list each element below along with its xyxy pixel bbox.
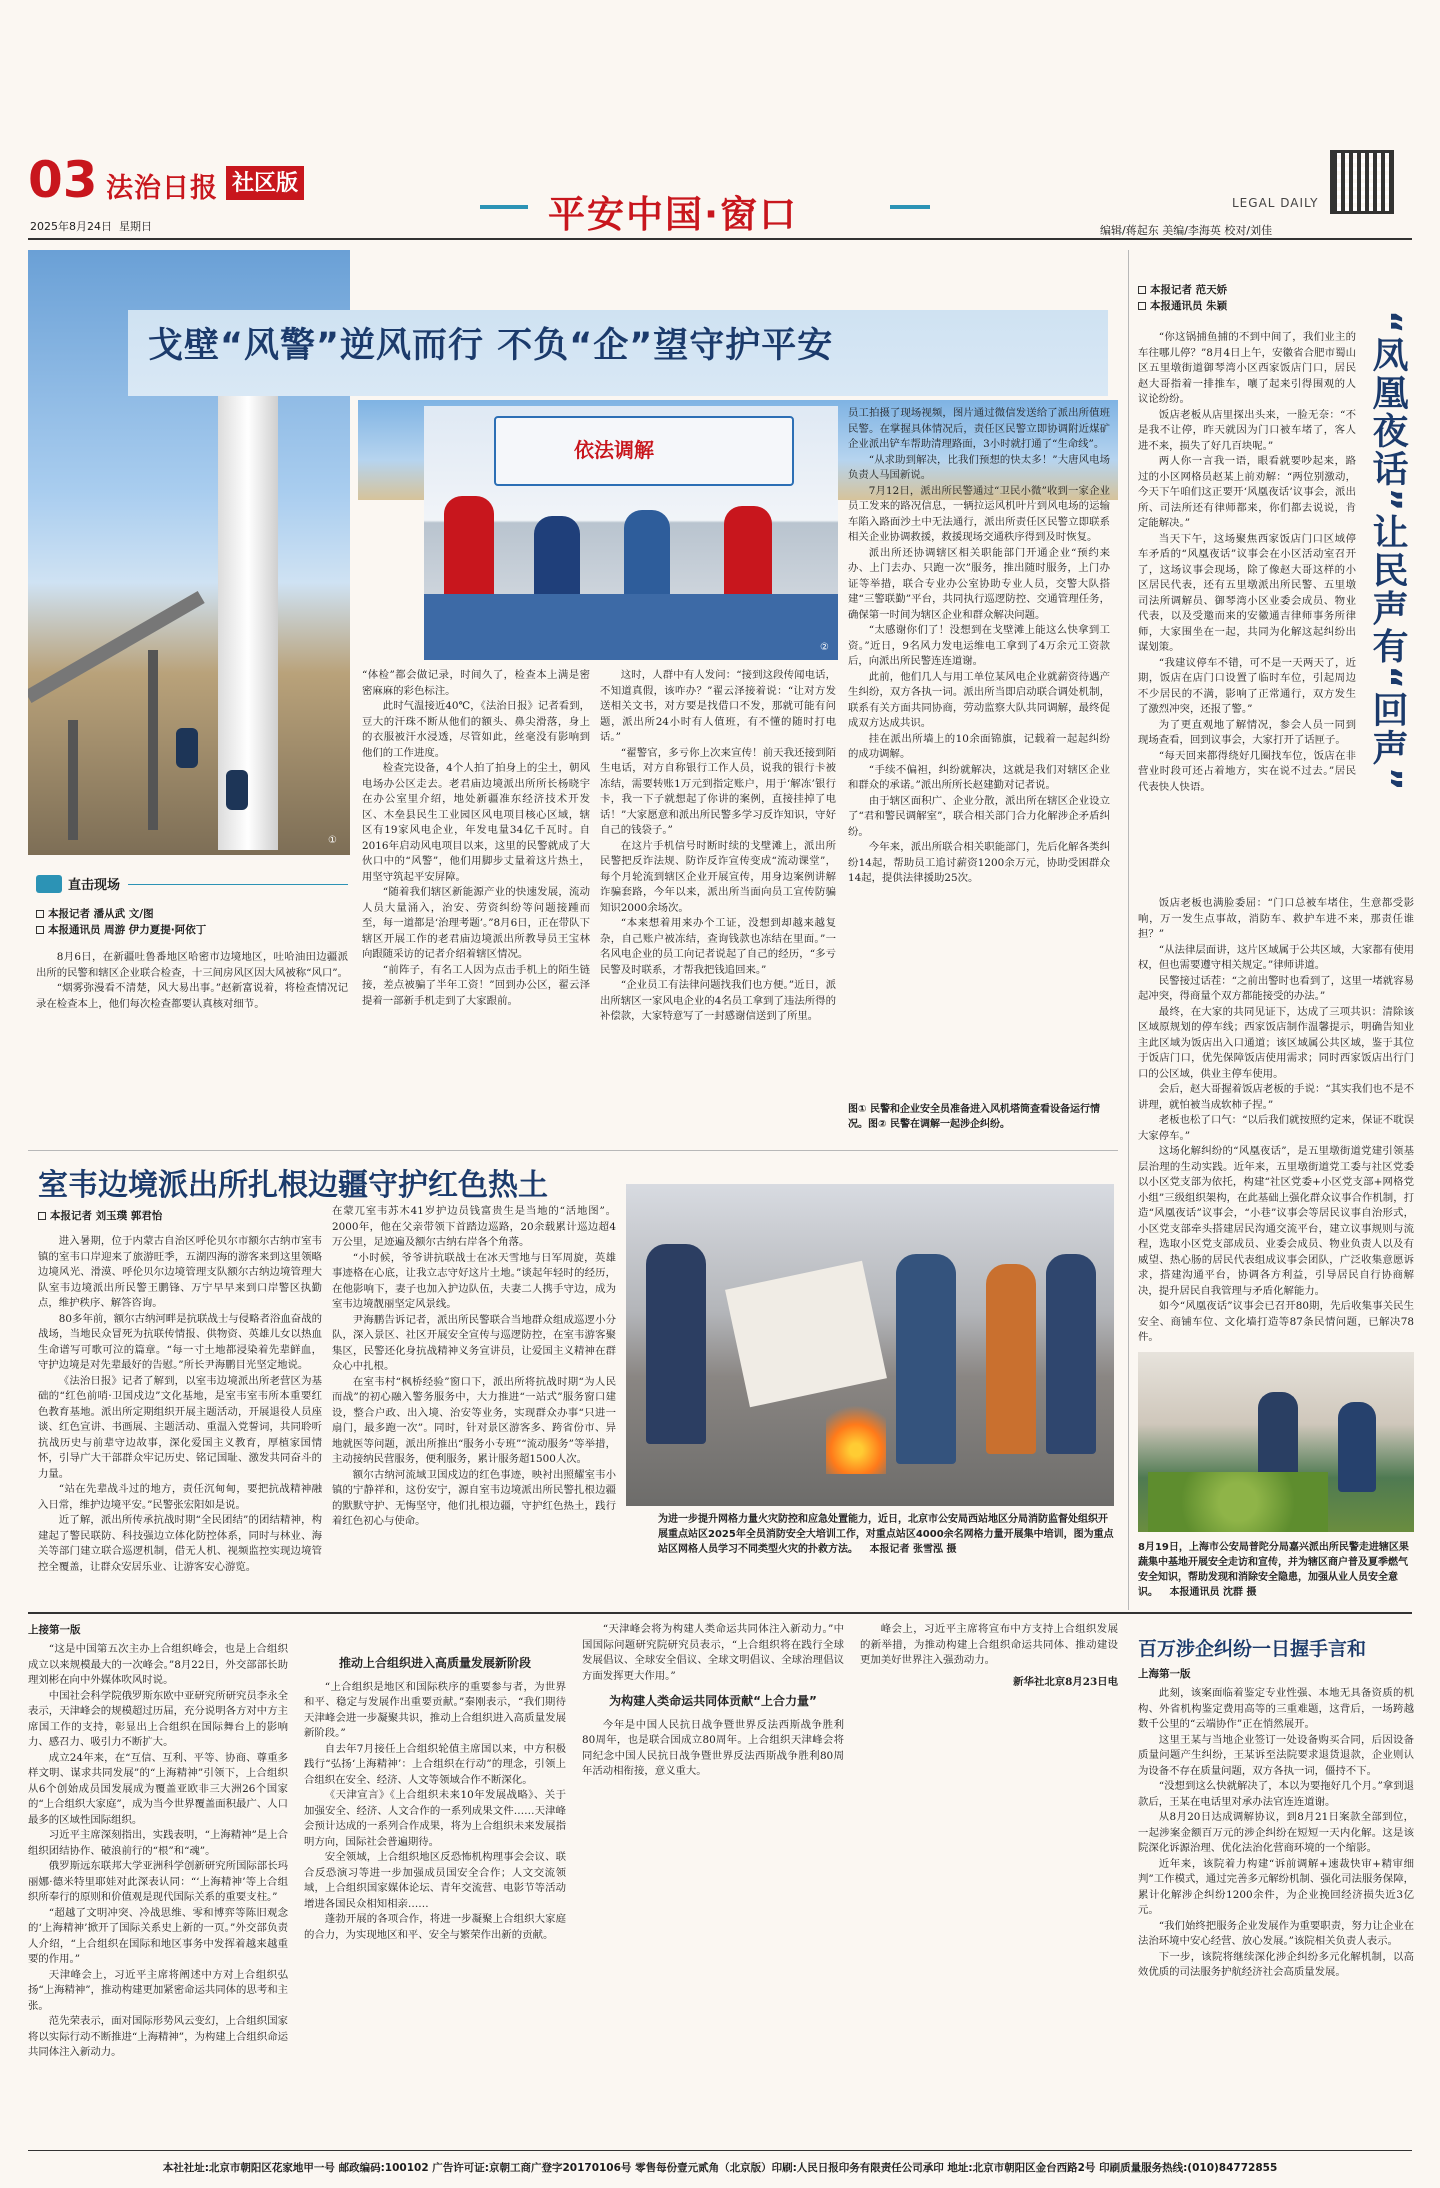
article5-col2: 推动上合组织进入高质量发展新阶段 “上合组织是地区和国际秩序的重要参与者，为世界和平、稳定与发展作出重要贡献。”秦刚表示，“我们期待天津峰会进一步凝聚共识，推动上合组织进入高质量发展新阶段。” 自去年7月接任上合组织轮值主席国以来，中方积极践行“弘扬‘上海精神’：上合组织在行动”的理念，引领上合组织在安全、经济、人文等领域合作不断深化。 《天津宣言》《上合组织未来10年发展战略》、关于加强安全、经济、人文合作的一系列成果文件……天津峰会预计达成的一系列合作成果，将为上合组织未来发展指明方向，国际社会普遍期待。 安全领域，上合组织地区反恐怖机构理事会会议、联合反恐演习等进一步加强成员国安全合作；人文交流领域，上合组织国家媒体论坛、青年交流营、电影节等活动增进各国民众相知相亲…… 蓬勃开展的各项合作，将进一步凝聚上合组织大家庭的合力，为实现地区和平、安全与繁荣作出新的贡献。 <box>304 1656 566 1941</box>
article5-dateline: 新华社北京8月23日电 <box>1013 1675 1118 1688</box>
article-phoenix-talk <box>1138 250 1414 1610</box>
article4-headline: 百万涉企纠纷一日握手言和 <box>1138 1638 1367 1660</box>
article5-col1: “这是中国第五次主办上合组织峰会，也是上合组织成立以来规模最大的一次峰会。”8月22日，外交部部长助理刘彬在向中外媒体吹风时说。 中国社会科学院俄罗斯东欧中亚研究所研究员李永全表示，天津峰会的规模超过历届，充分说明各方对中方主席国工作的支持，彰显出上合组织在国际舞台上的影响力、感召力、吸引力不断扩大。 成立24年来，在“互信、互利、平等、协商、尊重多样文明、谋求共同发展”的“上海精神”引领下，上合组织从6个创始成员国发展成为覆盖亚欧非三大洲26个国家的“上合组织大家庭”，成为当今世界覆盖面积最广、人口最多的区域性国际组织。 习近平主席深刻指出，实践表明，“上海精神”是上合组织团结协作、破浪前行的“根”和“魂”。 俄罗斯远东联邦大学亚洲科学创新研究所国际部长玛丽娜·德米特里耶娃对此深表认同：“‘上海精神’等上合组织所奉行的原则和价值观是现代国际关系的重要支柱。” “超越了文明冲突、冷战思维、零和博弈等陈旧观念的‘上海精神’掀开了国际关系史上新的一页。”外交部负责人介绍，“上合组织在国际和地区事务中发挥着越来越重要的作用。” 天津峰会上，习近平主席将阐述中方对上合组织弘扬“上海精神”，推动构建更加紧密命运共同体的思考和主张。 范先荣表示，面对国际形势风云变幻，上合组织国家将以实际行动不断推进“上海精神”，为构建上合组织命运共同体注入新动力。 <box>28 1643 288 2058</box>
section-divider-right <box>890 205 930 209</box>
legal-daily-label: LEGAL DAILY <box>1232 196 1319 210</box>
article2-caption: 为进一步提升网格力量火灾防控和应急处置能力，近日，北京市公安局西站地区分局消防监督处组织开展重点站区2025年全员消防安全大培训工作，对重点站区4000余名网格力量开展集中培训，图为重点站区网格人员学习不同类型火灾的扑救方法。 本报记者 张雪泓 摄 <box>658 1514 1114 1555</box>
article2-byline: 本报记者 刘玉璞 郭君怡 <box>38 1208 162 1224</box>
paper-name: 法治日报 <box>106 173 218 204</box>
article-gobi-police <box>28 250 1118 1160</box>
photo-fire-drill <box>626 1184 1114 1506</box>
article1-caption: 图① 民警和企业安全员准备进入风机塔筒查看设备运行情况。图② 民警在调解一起涉企纠纷。 <box>848 1104 1100 1130</box>
article3-headline: “凤凰夜话”让民声有“回声” <box>1367 310 1408 793</box>
article1-byline: 本报记者 潘从武 文/图 本报通讯员 周游 伊力夏提·阿依丁 <box>36 906 346 938</box>
masthead <box>0 0 1440 245</box>
article-business-dispute <box>1138 1620 1414 2145</box>
article3-byline: 本报记者 范天娇 本报通讯员 朱颖 <box>1138 282 1227 314</box>
section-divider-left <box>480 205 528 209</box>
article4-byline: 上海第一版 <box>1138 1668 1191 1680</box>
footer-imprint: 本社社址:北京市朝阳区花家地甲一号 邮政编码:100102 广告许可证:京朝工商广登字20170106号 零售每份壹元贰角（北京版）印刷:人民日报印务有限责任公司承印 地址:北京市朝阳区金台西路2号 印刷质量服务热线:(010)84772855 <box>162 2162 1278 2174</box>
edition-badge: 社区版 <box>226 166 304 200</box>
article1-col1: 8月6日，在新疆吐鲁番地区哈密市边境地区，吐哈油田边疆派出所的民警和辖区企业联合检查，十三间房风区因大风被称“风口”。 “烟雾弥漫看不清楚，风大易出事。”赵新富说着，将检查情况记录在检查本上，他们每次检查都要认真核对细节。 <box>36 951 348 1010</box>
section-title: 平安中国·窗口 <box>548 193 799 236</box>
article1-headline: 戈壁“风警”逆风而行 不负“企”望守护平安 <box>148 326 834 366</box>
photo-fruit-market <box>1138 1352 1414 1532</box>
article3-col1: “你这锅捕鱼捕的不到中间了，我们业主的车往哪儿停？”8月4日上午，安徽省合肥市蜀山区五里墩街道御琴湾小区西家饭店门口，居民赵大哥指着一排推车，嚷了起来引得围观的人议论纷纷。 饭店老板从店里探出头来，一脸无奈：“不是我不让停，昨天就因为门口被车堵了，客人进不来，损失了好几百块呢。” 两人你一言我一语，眼看就要吵起来，路过的小区网格员赵某上前劝解：“两位别激动，今天下午咱们这正要开‘风凰夜话’议事会，派出所、司法所还有律师都来，你们都去说说，肯定能解决。” 当天下午，这场聚焦西家饭店门口区域停车矛盾的“风凰夜话”议事会在小区活动室召开了，这场议事会现场，除了像赵大哥这样的小区居民代表，还有五里墩派出所民警、五里墩司法所调解员、御琴湾小区业委会成员、物业代表，以及受邀而来的安徽通吉律师事务所律师，大家围坐在一起，共同为化解这起纠纷出谋划策。 “我建议停车不错，可不是一天两天了，近期，饭店在店门口设置了临时车位，引起周边不少居民的不满，影响了正常通行，双方发生了激烈冲突，还报了警。” 为了更直观地了解情况，参会人员一同到现场查看，回到议事会，大家打开了话匣子。 “每天回来都得绕好几圈找车位，饭店在非营业时段可还占着地方，实在说不过去。”居民代表快人快语。 <box>1138 331 1356 793</box>
issue-date: 2025年8月24日 星期日 <box>30 220 152 233</box>
qr-code-icon[interactable] <box>1330 150 1394 214</box>
article5-subhead-2: 为构建人类命运共同体贡献“上合力量” <box>609 1694 817 1708</box>
editors-line: 编辑/蒋起东 美编/李海英 校对/刘佳 <box>1100 224 1273 237</box>
photo-mediation: 依法调解 ② <box>424 406 838 660</box>
article2-col2: 在蒙兀室韦苏木41岁护边员钱富贵生是当地的“活地图”。2000年，他在父亲带领下首踏边巡路，20余载累计巡边超4万公里，足迹遍及额尔古纳右岸各个角落。 “小时候，爷爷讲抗联战士在冰天雪地与日军周旋，英雄事迹格在心底，让我立志守好这片土地。”谈起年轻时的经历，在他影响下，妻子也加入护边队伍，夫妻二人携手守边，成为室韦边境靓丽坚定风景线。 尹海鹏告诉记者，派出所民警联合当地群众组成巡逻小分队，深入景区、社区开展安全宣传与巡逻防控，在室韦游客聚集区，民警还化身抗战精神义务宣讲员，让爱国主义精神在群众心中扎根。 在室韦村“枫桥经验”窗口下，派出所将抗战时期“为人民而战”的初心融入警务服务中，大力推进“一站式”服务窗口建设，整合户政、出入境、治安等业务，实现群众办事“只进一扇门，最多跑一次”。同时，针对景区游客多、跨省份市、异地就医等问题，派出所推出“服务小专班”“流动服务”等举措，主动接纳民营服务，便利服务，累计服务超1500人次。 额尔古纳河流域卫国戍边的红色事迹，映衬出照耀室韦小镇的宁静祥和，这份安宁，源自室韦边境派出所民警扎根边疆的默默守护、无悔坚守，他们扎根边疆，守护红色热土，践行着红色初心与使命。 <box>332 1205 616 1527</box>
article1-col4: 员工拍摄了现场视频，图片通过微信发送给了派出所值班民警。在掌握具体情况后，责任区民警立即协调附近煤矿企业派出铲车帮助清理路面，3小时就打通了“生命线”。 “从求助到解决，比我们预想的快太多！”大唐风电场负责人马国新说。 7月12日，派出所民警通过“卫民小微”收到一家企业员工发来的路况信息，一辆拉运风机叶片到风电场的运输车陷入路面沙土中无法通行，派出所责任区民警立即联系相关企业协调救援，救援现场交通秩序得到及时恢复。 派出所还协调辖区相关职能部门开通企业“预约来办、上门去办、只跑一次”服务，推出随时服务，上门办证等举措，联合专业办公室协助专业人员，交警大队搭建“三警联勤”平台，共同执行巡逻防控、交通管理任务，确保第一时间为辖区企业和群众解决问题。 “太感谢你们了！没想到在戈壁滩上能这么快拿到工资。”近日，9名风力发电运维电工拿到了4万余元工资款后，向派出所民警连连道谢。 此前，他们几人与用工单位某风电企业就薪资待遇产生纠纷，双方各执一词。派出所当即启动联合调处机制，联系有关方面共同协商，劳动监察大队共同调解，最终促成双方达成共识。 挂在派出所墙上的10余面锦旗，记载着一起起纠纷的成功调解。 “手续不偏袒，纠纷就解决，这就是我们对辖区企业和群众的承诺。”派出所所长赵建勤对记者说。 由于辖区面积广、企业分散，派出所在辖区企业设立了“君和警民调解室”，联合相关部门合力化解涉企矛盾纠纷。 今年来，派出所联合相关职能部门，先后化解各类纠纷14起，帮助员工追讨薪资1200余万元，协助受困群众14起，提供法律援助25次。 <box>848 407 1110 884</box>
photo-wind-turbine: ① <box>28 250 350 855</box>
camera-icon <box>36 875 62 893</box>
article3-caption: 8月19日，上海市公安局普陀分局嘉兴派出所民警走进辖区果蔬集中基地开展安全走访和宣传，并为辖区商户普及夏季燃气安全知识，帮助发现和消除安全隐患，加强从业人员安全意识。 本报通讯员 沈群 摄 <box>1138 1542 1409 1598</box>
article3-col2: 饭店老板也满脸委屈：“门口总被车堵住，生意都受影响，万一发生点事故，消防车、救护车进不来，那责任谁担？” “从法律层面讲，这片区域属于公共区域，大家都有使用权，但也需要遵守相关规定。”律师讲道。 民警接过话茬：“之前出警时也看到了，这里一堵就容易起冲突，得商量个双方都能接受的办法。” 最终，在大家的共同见证下，达成了三项共识：清除该区域原规划的停车线；西家饭店制作温馨提示，明确告知业主此区域为饭店出入口通道；该区域属公共区域，鉴于其位于饭店门口，优先保障饭店使用需求；同时西家饭店出行门口的公区域，供业主停车使用。 会后，赵大哥握着饭店老板的手说：“其实我们也不是不讲理，就怕被当成软柿子捏。” 老板也松了口气：“以后我们就按照约定来，保证不耽误大家停车。” 这场化解纠纷的“风凰夜话”，是五里墩街道党建引领基层治理的生动实践。近年来，五里墩街道党工委与社区党委以小区党支部为依托，构建“社区党委+小区党支部+网格党小组”三级组织架构，在此基础上强化群众议事合作机制，打造“风凰夜话”议事会，“小巷”议事会等居民议事自治形式，小区党支部牵头搭建居民沟通交流平台，建立议事规则与流程，选取小区党支部成员、业委会成员、物业负责人以及有威望、热心肠的居民代表组成议事会团队，广泛收集意愿诉求，搭建沟通平台，协调各方利益，引导居民自行协商解决，提升居民自我管理与矛盾化解能力。 如今“风凰夜话”议事会已召开80期，先后收集事关民生安全、商铺车位、文化墙打造等87条民情问题，已解决78件。 <box>1138 897 1414 1343</box>
article1-col3: 这时，人群中有人发问：“接到这段传闻电话，不知道真假，该咋办？”翟云泽接着说：“让对方发送相关文书，对方要是找借口不发，那就可能有问题，派出所24小时有人值班，有不懂的随时打电话。” “翟警官，多亏你上次来宣传！前天我还接到陌生电话，对方自称银行工作人员，说我的银行卡被冻结，需要转账1万元到指定账户，用于‘解冻’银行卡，我一下子就想起了你讲的案例，直接挂掉了电话！”大家愿意和派出所民警多学习反诈知识，守好自己的钱袋子。” 在这片手机信号时断时续的戈壁滩上，派出所民警把反诈法规、防诈反诈宣传变成“流动课堂”，每个月轮流到辖区企业开展宣传，用身边案例讲解诈骗套路，今年以来，派出所当面向员工宣传防骗知识2000余场次。 “本来想着用来办个工证，没想到却越来越复杂，自己账户被冻结，查询钱款也冻结在里面。”一名风电企业的员工向记者说起了自己的经历，“多亏民警及时联系，才帮我把钱追回来。” “企业员工有法律问题找我们也方便。”近日，派出所辖区一家风电企业的4名员工拿到了违法所得的补偿款，大家特意写了一封感谢信送到了所里。 <box>600 669 836 1022</box>
page-number: 03 <box>28 151 98 209</box>
article2-col1: 进入暑期，位于内蒙古自治区呼伦贝尔市额尔古纳市室韦镇的室韦口岸迎来了旅游旺季，五湖四海的游客来到这里领略边境风光、滑漠、呼伦贝尔边境管理支队额尔古纳边境管理大队室韦边境派出所民警王鹏锋、万宁早早来到口岸警区执勤点，维护秩序、解答咨询。 80多年前，额尔古纳河畔是抗联战士与侵略者浴血奋战的战场，当地民众冒死为抗联传情报、供物资、英雄儿女以热血生命谱写可歌可泣的篇章。“每一寸土地都浸染着先辈鲜血，守护边境是对先辈最好的告慰。”所长尹海鹏目光坚定地说。 《法治日报》记者了解到，以室韦边境派出所老营区为基础的“红色前哨·卫国戍边”文化基地，是室韦室韦所本重要红色教育基地。派出所定期组织开展主题活动，开展退役人员座谈、红色宣讲、书画展、主题活动、重温入党誓词，共同聆听抗战历史与前辈守边故事，深化爱国主义教育，厚植家国情怀，引导广大干部群众牢记历史、铭记国耻、激发共同奋斗的力量。 “站在先辈战斗过的地方，责任沉甸甸，要把抗战精神融入日常，维护边境平安。”民警张宏阳如是说。 近了解，派出所传承抗战时期“全民团结”的团结精神，构建起了警民联防、科技强边立体化防控体系，同时与林业、海关等部门建立联合巡逻机制，借无人机、视频监控实现边境管控全覆盖，让群众安居乐业、让游客安心游览。 <box>38 1235 322 1573</box>
article5-col3: “天津峰会将为构建人类命运共同体注入新动力。”中国国际问题研究院研究员表示，“上合组织将在践行全球发展倡议、全球安全倡议、全球文明倡议、全球治理倡议方面发挥更大作用。” 为构建人类命运共同体贡献“上合力量” 今年是中国人民抗日战争暨世界反法西斯战争胜利80周年，也是联合国成立80周年。上合组织天津峰会将同纪念中国人民抗日战争暨世界反法西斯战争胜利80周年活动相衔接，意义重大。 <box>582 1623 844 1777</box>
article5-byline: 上接第一版 <box>28 1624 81 1636</box>
article1-col2: “体检”都会做记录，时间久了，检查本上满是密密麻麻的彩色标注。 此时气温接近40℃，《法治日报》记者看到，豆大的汗珠不断从他们的额头、鼻尖滑落，身上的衣服被汗水浸透，尽管如此，丝毫没有影响到他们的工作进度。 检查完设备，4个人拍了拍身上的尘土，朝风电场办公区走去。老君庙边境派出所所长杨晓宇在办公室里介绍，地处新疆准东经济技术开发区、木垒县民生工业园区风电项目核心区域，辖区有19家风电企业，年发电量34亿千瓦时。自2016年启动风电项目以来，这里的民警就成了大伙口中的“风警”，他们用脚步丈量着这片热土，用坚守筑起平安屏障。 “随着我们辖区新能源产业的快速发展，流动人员大量涌入，治安、劳资纠纷等问题接踵而至，每一道都是‘治理考题’。”8月6日，正在带队下辖区开展工作的老君庙边境派出所教导员王宝林向跟随采访的记者介绍着辖区情况。 “前阵子，有名工人因为点击手机上的陌生链接，差点被骗了半年工资！”回到办公区，翟云泽提着一部新手机走到了大家跟前。 <box>362 669 590 1007</box>
article4-body: 此刻，该案面临着鉴定专业性强、本地无具备资质的机构、外省机构鉴定费用高等的三重难题，这背后，一场跨越数千公里的“云端协作”正在悄然展开。 这里王某与当地企业签订一处设备购买合同，后因设备质量问题产生纠纷，王某诉至法院要求退货退款，企业则认为设备不存在质量问题，双方各执一词，僵持不下。 “没想到这么快就解决了，本以为要拖好几个月。”拿到退款后，王某在电话里对承办法官连连道谢。 从8月20日达成调解协议，到8月21日案款全部到位，一起涉案金额百万元的涉企纠纷在短短一天内化解。这是该院深化诉源治理、优化法治化营商环境的一个缩影。 近年来，该院着力构建“诉前调解+速裁快审+精审细判”工作模式，通过完善多元解纷机制、强化司法服务保障，累计化解涉企纠纷1200余件，为企业挽回经济损失近3亿元。 “我们始终把服务企业发展作为重要职责，努力让企业在法治环境中安心经营、放心发展。”该院相关负责人表示。 下一步，该院将继续深化涉企纠纷多元化解机制，以高效优质的司法服务护航经济社会高质量发展。 <box>1138 1687 1414 1978</box>
article5-subhead-1: 推动上合组织进入高质量发展新阶段 <box>338 1656 531 1670</box>
article-shiwei-border <box>28 1160 1118 1610</box>
article-sco-summit <box>28 1620 1118 2145</box>
article5-col4: 峰会上，习近平主席将宣布中方支持上合组织发展的新举措，为推动构建上合组织命运共同体、推动建设更加美好世界注入强劲动力。 新华社北京8月23日电 <box>860 1622 1118 2142</box>
section-tag: 直击现场 <box>36 874 120 893</box>
article2-headline: 室韦边境派出所扎根边疆守护红色热土 <box>38 1168 548 1203</box>
